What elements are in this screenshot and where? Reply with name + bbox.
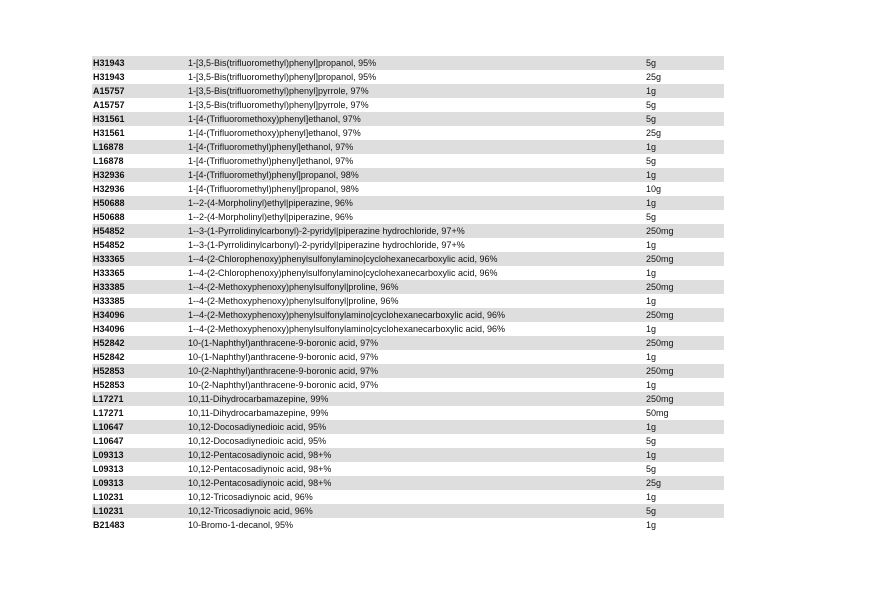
product-code-cell: H32936 xyxy=(93,170,125,180)
package-size-cell: 250mg xyxy=(646,310,674,320)
product-code-cell: L09313 xyxy=(93,464,124,474)
product-code-cell: H31561 xyxy=(93,128,125,138)
product-code-cell: H31943 xyxy=(93,72,125,82)
table-row xyxy=(92,98,724,112)
product-name-cell: 10-Bromo-1-decanol, 95% xyxy=(188,520,294,530)
product-name-cell: 10,12-Pentacosadiynoic acid, 98+% xyxy=(188,450,332,460)
product-name-cell: 1--3-(1-Pyrrolidinylcarbonyl)-2-pyridyl|piperazine hydrochloride, 97+% xyxy=(188,240,465,250)
product-name-cell: 1--3-(1-Pyrrolidinylcarbonyl)-2-pyridyl|piperazine hydrochloride, 97+% xyxy=(188,226,465,236)
package-size-cell: 5g xyxy=(646,156,657,166)
product-code-cell: H33365 xyxy=(93,268,125,278)
package-size-cell: 1g xyxy=(646,170,657,180)
table-row xyxy=(92,70,724,84)
package-size-cell: 1g xyxy=(646,380,657,390)
product-name-cell: 10,12-Docosadiynedioic acid, 95% xyxy=(188,436,327,446)
package-size-cell: 25g xyxy=(646,478,662,488)
product-name-cell: 10,12-Tricosadiynoic acid, 96% xyxy=(188,492,313,502)
package-size-cell: 250mg xyxy=(646,338,674,348)
table-row xyxy=(92,406,724,420)
package-size-cell: 5g xyxy=(646,212,657,222)
product-code-cell: H54852 xyxy=(93,240,125,250)
product-name-cell: 10,12-Tricosadiynoic acid, 96% xyxy=(188,506,313,516)
table-row xyxy=(92,434,724,448)
table-row xyxy=(92,266,724,280)
package-size-cell: 1g xyxy=(646,86,657,96)
package-size-cell: 25g xyxy=(646,72,662,82)
package-size-cell: 1g xyxy=(646,324,657,334)
product-code-cell: H50688 xyxy=(93,198,125,208)
package-size-cell: 1g xyxy=(646,268,657,278)
package-size-cell: 1g xyxy=(646,198,657,208)
table-row xyxy=(92,518,724,532)
table-row xyxy=(92,350,724,364)
table-row xyxy=(92,308,724,322)
package-size-cell: 250mg xyxy=(646,282,674,292)
table-row xyxy=(92,196,724,210)
product-name-cell: 1--4-(2-Chlorophenoxy)phenylsulfonylamino|cyclohexanecarboxylic acid, 96% xyxy=(188,268,498,278)
product-name-cell: 10,12-Pentacosadiynoic acid, 98+% xyxy=(188,478,332,488)
table-row xyxy=(92,336,724,350)
package-size-cell: 1g xyxy=(646,240,657,250)
table-row xyxy=(92,378,724,392)
product-name-cell: 1--4-(2-Methoxyphenoxy)phenylsulfonylamino|cyclohexanecarboxylic acid, 96% xyxy=(188,324,505,334)
product-code-cell: A15757 xyxy=(93,86,125,96)
table-row xyxy=(92,56,724,70)
product-name-cell: 1-[4-(Trifluoromethyl)phenyl]propanol, 98% xyxy=(188,170,359,180)
product-name-cell: 1--4-(2-Methoxyphenoxy)phenylsulfonyl|proline, 96% xyxy=(188,296,399,306)
product-name-cell: 1--4-(2-Chlorophenoxy)phenylsulfonylamino|cyclohexanecarboxylic acid, 96% xyxy=(188,254,498,264)
product-code-cell: L09313 xyxy=(93,450,124,460)
package-size-cell: 1g xyxy=(646,450,657,460)
table-row xyxy=(92,420,724,434)
table-row xyxy=(92,322,724,336)
product-name-cell: 10,12-Pentacosadiynoic acid, 98+% xyxy=(188,464,332,474)
product-code-cell: L17271 xyxy=(93,394,124,404)
table-row xyxy=(92,364,724,378)
table-row xyxy=(92,462,724,476)
table-row xyxy=(92,294,724,308)
product-code-cell: L10647 xyxy=(93,422,124,432)
product-name-cell: 1-[4-(Trifluoromethyl)phenyl]ethanol, 97% xyxy=(188,142,354,152)
product-code-cell: A15757 xyxy=(93,100,125,110)
product-code-cell: H52842 xyxy=(93,338,125,348)
product-code-cell: H33385 xyxy=(93,296,125,306)
product-code-cell: H52853 xyxy=(93,380,125,390)
product-name-cell: 1-[4-(Trifluoromethyl)phenyl]ethanol, 97% xyxy=(188,156,354,166)
package-size-cell: 250mg xyxy=(646,366,674,376)
product-name-cell: 1--4-(2-Methoxyphenoxy)phenylsulfonylamino|cyclohexanecarboxylic acid, 96% xyxy=(188,310,505,320)
product-code-cell: L16878 xyxy=(93,156,124,166)
package-size-cell: 1g xyxy=(646,422,657,432)
product-code-cell: H31943 xyxy=(93,58,125,68)
table-row xyxy=(92,280,724,294)
package-size-cell: 5g xyxy=(646,100,657,110)
package-size-cell: 250mg xyxy=(646,226,674,236)
package-size-cell: 5g xyxy=(646,506,657,516)
table-row xyxy=(92,448,724,462)
table-row xyxy=(92,238,724,252)
table-row xyxy=(92,112,724,126)
table-row xyxy=(92,224,724,238)
table-row xyxy=(92,126,724,140)
product-table xyxy=(92,56,724,532)
table-row xyxy=(92,210,724,224)
product-name-cell: 1-[4-(Trifluoromethyl)phenyl]propanol, 98% xyxy=(188,184,359,194)
product-code-cell: B21483 xyxy=(93,520,125,530)
product-name-cell: 1-[3,5-Bis(trifluoromethyl)phenyl]propanol, 95% xyxy=(188,72,377,82)
product-name-cell: 10,11-Dihydrocarbamazepine, 99% xyxy=(188,394,329,404)
product-name-cell: 10,11-Dihydrocarbamazepine, 99% xyxy=(188,408,329,418)
product-name-cell: 10-(1-Naphthyl)anthracene-9-boronic acid, 97% xyxy=(188,338,379,348)
table-row xyxy=(92,252,724,266)
product-code-cell: H32936 xyxy=(93,184,125,194)
product-name-cell: 1-[3,5-Bis(trifluoromethyl)phenyl]propanol, 95% xyxy=(188,58,377,68)
table-row xyxy=(92,168,724,182)
package-size-cell: 1g xyxy=(646,520,657,530)
package-size-cell: 5g xyxy=(646,464,657,474)
product-code-cell: H54852 xyxy=(93,226,125,236)
product-code-cell: H31561 xyxy=(93,114,125,124)
table-row xyxy=(92,182,724,196)
product-name-cell: 1-[3,5-Bis(trifluoromethyl)phenyl]pyrrole, 97% xyxy=(188,86,369,96)
package-size-cell: 1g xyxy=(646,142,657,152)
package-size-cell: 250mg xyxy=(646,394,674,404)
product-name-cell: 10-(2-Naphthyl)anthracene-9-boronic acid, 97% xyxy=(188,380,379,390)
product-name-cell: 1--2-(4-Morpholinyl)ethyl|piperazine, 96% xyxy=(188,198,353,208)
product-code-cell: H52853 xyxy=(93,366,125,376)
table-row xyxy=(92,84,724,98)
product-name-cell: 1--2-(4-Morpholinyl)ethyl|piperazine, 96% xyxy=(188,212,353,222)
product-code-cell: L10647 xyxy=(93,436,124,446)
product-name-cell: 10,12-Docosadiynedioic acid, 95% xyxy=(188,422,327,432)
table-row xyxy=(92,392,724,406)
product-code-cell: H33365 xyxy=(93,254,125,264)
product-name-cell: 1-[4-(Trifluoromethoxy)phenyl]ethanol, 97% xyxy=(188,114,361,124)
product-name-cell: 1--4-(2-Methoxyphenoxy)phenylsulfonyl|proline, 96% xyxy=(188,282,399,292)
package-size-cell: 25g xyxy=(646,128,662,138)
product-code-cell: H52842 xyxy=(93,352,125,362)
package-size-cell: 5g xyxy=(646,58,657,68)
package-size-cell: 250mg xyxy=(646,254,674,264)
product-name-cell: 10-(2-Naphthyl)anthracene-9-boronic acid, 97% xyxy=(188,366,379,376)
product-code-cell: L16878 xyxy=(93,142,124,152)
table-row xyxy=(92,504,724,518)
package-size-cell: 1g xyxy=(646,352,657,362)
table-row xyxy=(92,154,724,168)
product-name-cell: 1-[4-(Trifluoromethoxy)phenyl]ethanol, 97% xyxy=(188,128,361,138)
package-size-cell: 10g xyxy=(646,184,662,194)
package-size-cell: 1g xyxy=(646,296,657,306)
table-row xyxy=(92,490,724,504)
product-name-cell: 10-(1-Naphthyl)anthracene-9-boronic acid, 97% xyxy=(188,352,379,362)
product-code-cell: H33385 xyxy=(93,282,125,292)
product-code-cell: L09313 xyxy=(93,478,124,488)
package-size-cell: 50mg xyxy=(646,408,669,418)
table-row xyxy=(92,476,724,490)
product-code-cell: H34096 xyxy=(93,324,125,334)
table-row xyxy=(92,140,724,154)
product-code-cell: L17271 xyxy=(93,408,124,418)
package-size-cell: 1g xyxy=(646,492,657,502)
product-code-cell: L10231 xyxy=(93,506,124,516)
product-name-cell: 1-[3,5-Bis(trifluoromethyl)phenyl]pyrrole, 97% xyxy=(188,100,369,110)
package-size-cell: 5g xyxy=(646,436,657,446)
product-code-cell: H50688 xyxy=(93,212,125,222)
package-size-cell: 5g xyxy=(646,114,657,124)
product-code-cell: H34096 xyxy=(93,310,125,320)
product-code-cell: L10231 xyxy=(93,492,124,502)
